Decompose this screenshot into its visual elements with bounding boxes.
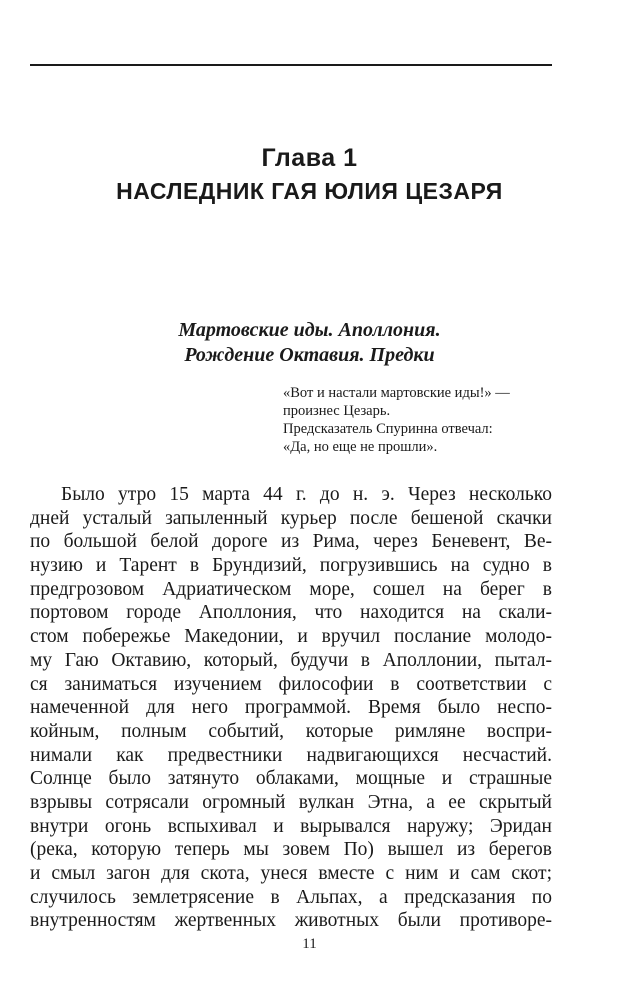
epigraph-line: «Да, но еще не прошли». — [283, 439, 438, 455]
body-line: внутренностям жертвенных животных были противоре- — [30, 910, 552, 932]
chapter-title: НАСЛЕДНИК ГАЯ ЮЛИЯ ЦЕЗАРЯ — [116, 178, 503, 204]
epigraph-line: «Вот и настали мартовские иды!» — — [283, 385, 510, 401]
body-line: Солнце было затянуто облаками, мощные и страшные — [30, 768, 552, 790]
body-line: дней усталый запыленный курьер после бешеной скачки — [30, 507, 552, 529]
epigraph-line: произнес Цезарь. — [283, 403, 391, 419]
body-line: взрывы сотрясали огромный вулкан Этна, а ее скрытый — [30, 791, 552, 813]
page-number: 11 — [302, 936, 317, 952]
body-line: намеченной для него программой. Время было неспо- — [30, 697, 552, 719]
body-line: нузию и Тарент в Брундизий, погрузившись на судно в — [30, 555, 552, 577]
section-heading — [0, 318, 619, 368]
body-line: случилось землетрясение в Альпах, а предсказания по — [30, 886, 552, 908]
epigraph-line: Предсказатель Спуринна отвечал: — [283, 421, 493, 437]
body-line: ся заниматься изучением философии в соответствии с — [30, 673, 552, 695]
body-line: стом побережье Македонии, и вручил послание молодо- — [30, 626, 552, 648]
section-heading-line: Мартовские иды. Аполлония. — [178, 319, 441, 341]
header-rule — [30, 64, 552, 66]
body-line: предгрозовом Адриатическом море, сошел на берег в — [30, 578, 552, 600]
epigraph — [283, 384, 573, 456]
body-paragraph — [30, 483, 552, 933]
body-line: му Гаю Октавию, который, будучи в Аполлонии, пытал- — [30, 649, 552, 671]
chapter-number: Глава 1 — [261, 144, 358, 172]
body-line: Было утро 15 марта 44 г. до н. э. Через несколько — [61, 484, 552, 505]
body-line: портовом городе Аполлония, что находится на скали- — [30, 602, 552, 624]
section-heading-line: Рождение Октавия. Предки — [184, 344, 435, 366]
body-line: и смыл загон для скота, унеся вместе с ним и сам скот; — [30, 863, 552, 884]
body-line: (река, которую теперь мы зовем По) вышел из берегов — [30, 839, 552, 861]
body-line: внутри огонь вспыхивал и вырывался наружу; Эридан — [30, 815, 552, 837]
body-line: койным, полным событий, которые римляне воспри- — [30, 720, 552, 742]
body-line: нимали как предвестники надвигающихся несчастий. — [30, 744, 552, 766]
body-line: по большой белой дороге из Рима, через Беневент, Ве- — [30, 531, 552, 553]
